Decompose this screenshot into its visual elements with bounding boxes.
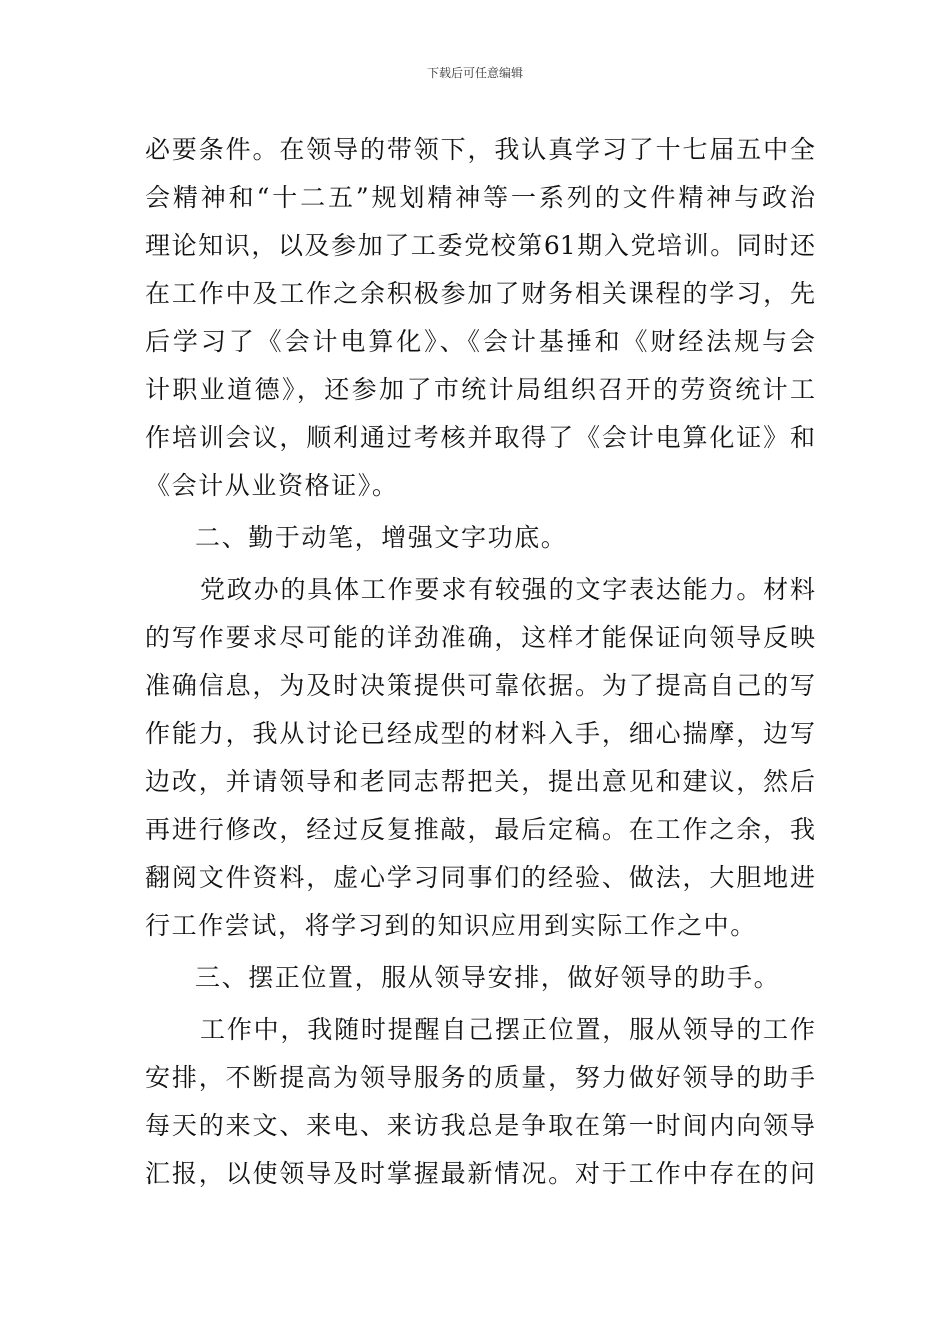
body-line: 准确信息，为及时决策提供可靠依据。为了提高自己的写 — [145, 671, 815, 700]
section-heading: 二、勤于动笔，增强文字功底。 — [195, 523, 568, 552]
body-line: 安排，不断提高为领导服务的质量，努力做好领导的助手 — [145, 1063, 815, 1092]
body-line: 再进行修改，经过反复推敲，最后定稿。在工作之余，我 — [145, 815, 815, 844]
section-heading: 三、摆正位置，服从领导安排，做好领导的助手。 — [195, 963, 781, 992]
body-line: 作能力，我从讨论已经成型的材料入手，细心揣摩，边写 — [145, 719, 815, 748]
body-line: 必要条件。在领导的带领下，我认真学习了十七届五中全 — [145, 135, 815, 164]
body-line: 工作中，我随时提醒自己摆正位置，服从领导的工作 — [200, 1015, 815, 1044]
body-line: 的写作要求尽可能的详劲准确，这样才能保证向领导反映 — [145, 623, 815, 652]
body-line: 边改，并请领导和老同志帮把关，提出意见和建议，然后 — [145, 767, 815, 796]
body-line: 理论知识，以及参加了工委党校第61期入党培训。同时还 — [145, 231, 815, 260]
body-line: 翻阅文件资料，虚心学习同事们的经验、做法，大胆地进 — [145, 863, 815, 892]
body-line: 在工作中及工作之余积极参加了财务相关课程的学习，先 — [145, 279, 815, 308]
body-line: 《会计从业资格证》。 — [145, 471, 399, 500]
body-line: 汇报，以使领导及时掌握最新情况。对于工作中存在的问 — [145, 1159, 815, 1188]
body-line: 会精神和“十二五”规划精神等一系列的文件精神与政治 — [145, 183, 815, 212]
body-line: 计职业道德》，还参加了市统计局组织召开的劳资统计工 — [145, 375, 815, 404]
body-line: 后学习了《会计电算化》、《会计基捶和《财经法规与会 — [145, 327, 815, 356]
page-header: 下载后可任意编辑 — [426, 66, 523, 80]
body-line: 每天的来文、来电、来访我总是争取在第一时间内向领导 — [145, 1111, 815, 1140]
body-line: 党政办的具体工作要求有较强的文字表达能力。材料 — [200, 575, 815, 604]
body-line: 行工作尝试，将学习到的知识应用到实际工作之中。 — [145, 911, 757, 940]
body-line: 作培训会议，顺利通过考核并取得了《会计电算化证》和 — [145, 423, 815, 452]
